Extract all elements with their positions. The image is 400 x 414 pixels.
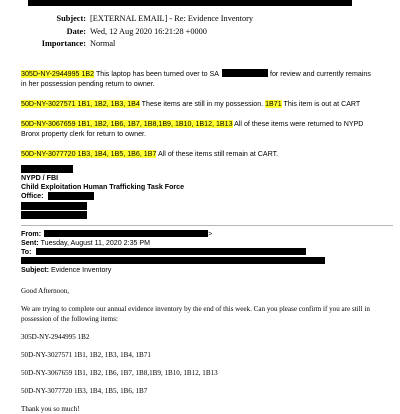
reply-paragraph-2: 50D-NY-3027571 1B1, 1B2, 1B3, 1B4 These items are still in my possession. 1B71 This item is out at CART [21,100,361,108]
body-paragraph-line-1: We are trying to complete our annual evidence inventory by the end of this week. Can you please confirm if you are still in [21,305,370,313]
forwarded-to-row [21,247,32,257]
redaction-signature-line-1 [21,202,87,210]
signature-line-2: Child Exploitation Human Trafficking Task Force [21,183,185,191]
body-greeting: Good Afternoon, [21,287,70,295]
signature-line-1: NYPD / FBI [21,174,59,182]
email-header-date [4,27,207,37]
subject-value: [EXTERNAL EMAIL] - Re: Evidence Inventory [90,14,254,23]
forwarded-subject-label: Subject: [21,266,49,274]
redaction-office-number [48,192,94,200]
body-item-2: 50D-NY-3027571 1B1, 1B2, 1B3, 1B4, 1B71 [21,351,151,359]
redaction-to-address-1 [36,248,306,255]
from-label: From: [21,230,42,238]
reply-paragraph-4: 50D-NY-3077720 1B3, 1B4, 1B5, 1B6, 1B7 All of these items still remain at CART. [21,150,279,158]
importance-label: Importance: [41,39,86,48]
forward-separator-line [21,225,393,226]
signature-block [21,174,184,201]
case-id-highlight: 305D-NY-2944995 1B2 [21,70,95,78]
date-value: Wed, 12 Aug 2020 16:21:28 +0000 [90,27,207,36]
redaction-inline [222,69,268,77]
body-paragraph-line-2: possession of the following items: [21,315,118,323]
subject-label: Subject: [56,14,86,23]
redaction-from-address [44,230,208,237]
forwarded-subject-row [21,265,111,275]
case-id-highlight: 50D-NY-3027571 1B1, 1B2, 1B3, 1B4 [21,100,140,108]
body-item-1: 305D-NY-2944995 1B2 [21,333,90,341]
reply-paragraph-1: 305D-NY-2944995 1B2 This laptop has been turned over to SA for review and currently remains in her possession pending return to owner. [21,70,371,88]
case-id-highlight: 50D-NY-3077720 1B3, 1B4, 1B5, 1B6, 1B7 [21,150,157,158]
signature-line-3: Office: [21,192,44,200]
email-header-importance [4,39,115,49]
redaction-to-address-2 [21,257,325,264]
redaction-signature-name [21,165,73,173]
reply-paragraph-3: 50D-NY-3067659 1B1, 1B2, 1B6, 1B7, 1B8,1B9, 1B10, 1B12, 1B13 All of these items were returned to NYPD Bronx property clerk for return to owner. [21,120,364,138]
body-item-3: 50D-NY-3067659 1B1, 1B2, 1B6, 1B7, 1B8,1B9, 1B10, 1B12, 1B13 [21,369,218,377]
sent-label: Sent: [21,239,39,247]
item-id-highlight: 1B71 [265,100,282,108]
date-label: Date: [66,27,86,36]
body-closing: Thank you so much! [21,405,80,413]
importance-value: Normal [90,39,116,48]
redaction-top-bar [28,0,352,6]
redaction-signature-line-2 [21,211,87,219]
to-label: To: [21,248,32,256]
forwarded-sent-row [21,238,150,248]
email-header-subject [4,14,253,24]
sent-value: Tuesday, August 11, 2020 2:35 PM [40,239,151,247]
case-id-highlight: 50D-NY-3067659 1B1, 1B2, 1B6, 1B7, 1B8,1B9, 1B10, 1B12, 1B13 [21,120,233,128]
forwarded-subject-value: Evidence Inventory [50,266,112,274]
from-suffix: > [208,230,213,238]
body-item-4: 50D-NY-3077720 1B3, 1B4, 1B5, 1B6, 1B7 [21,387,148,395]
